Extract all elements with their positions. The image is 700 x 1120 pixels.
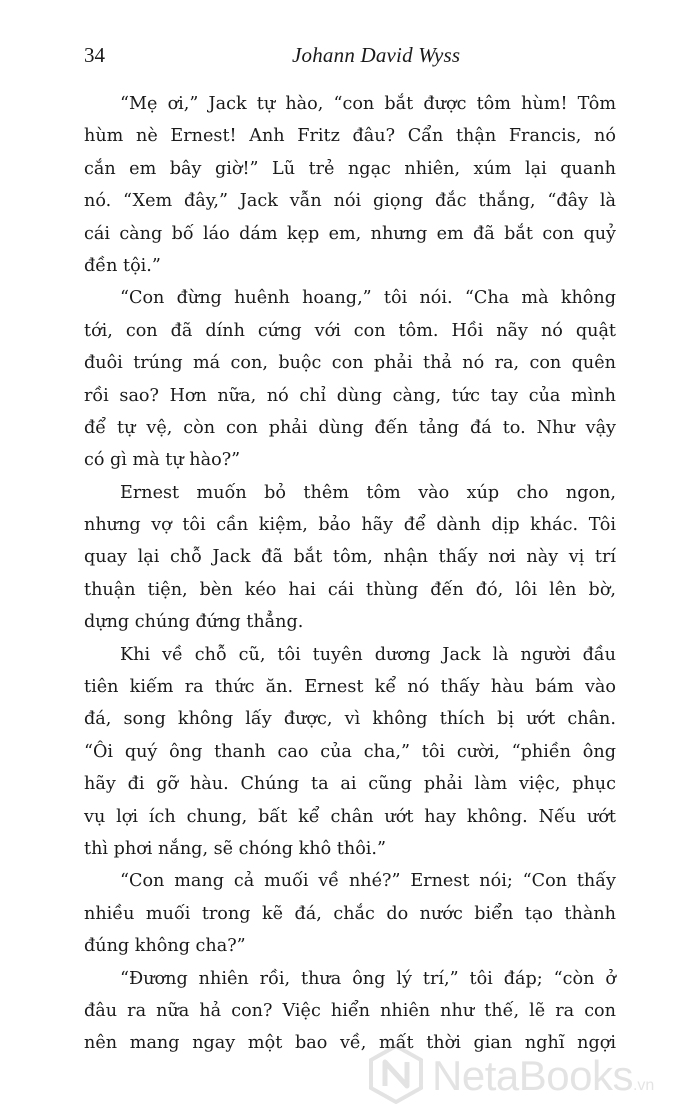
- watermark-brand: NetaBooks: [432, 1052, 633, 1099]
- text-line: thì phơi nắng, sẽ chóng khô thôi.”: [84, 838, 387, 859]
- body-text: [84, 88, 616, 1060]
- text-line: nhưng vợ tôi cần kiệm, bảo hãy để dành dịp khác. Tôi: [84, 515, 616, 536]
- text-line: tiên kiếm ra thức ăn. Ernest kể nó thấy hàu bám vào: [84, 677, 616, 698]
- text-line: hùm nè Ernest! Anh Fritz đâu? Cẩn thận Francis, nó: [84, 126, 616, 147]
- text-line: quay lại chỗ Jack đã bắt tôm, nhận thấy nơi này vị trí: [84, 547, 616, 568]
- text-line: nên mang ngay một bao về, mất thời gian nghĩ ngợi: [84, 1033, 616, 1054]
- text-line: tới, con đã dính cứng với con tôm. Hồi nãy nó quật: [84, 320, 616, 341]
- text-line: đúng không cha?”: [84, 936, 246, 957]
- text-line: để tự vệ, còn con phải dùng đến tảng đá to. Như vậy: [84, 417, 616, 438]
- text-line: đền tội.”: [84, 255, 161, 276]
- text-line: “Con đừng huênh hoang,” tôi nói. “Cha mà không: [120, 288, 616, 309]
- page-header: [84, 40, 614, 70]
- text-line: “Mẹ ơi,” Jack tự hào, “con bắt được tôm hùm! Tôm: [120, 94, 616, 114]
- text-line: nhiều muối trong kẽ đá, chắc do nước biển tạo thành: [84, 903, 616, 924]
- watermark: [368, 1044, 688, 1108]
- text-line: Ernest muốn bỏ thêm tôm vào xúp cho ngon,: [120, 482, 616, 503]
- text-line: “Ôi quý ông thanh cao của cha,” tôi cười, “phiền ông: [84, 741, 616, 762]
- text-line: dựng chúng đứng thẳng.: [84, 612, 304, 633]
- text-line: “Con mang cả muối về nhé?” Ernest nói; “Con thấy: [120, 871, 616, 892]
- netabooks-logo-icon: [368, 1044, 424, 1104]
- text-line: cắn em bây giờ!” Lũ trẻ ngạc nhiên, xúm lại quanh: [84, 158, 616, 179]
- text-line: Khi về chỗ cũ, tôi tuyên dương Jack là người đầu: [120, 644, 616, 665]
- text-line: hãy đi gỡ hàu. Chúng ta ai cũng phải làm việc, phục: [84, 774, 616, 795]
- text-line: đuôi trúng má con, buộc con phải thả nó ra, con quên: [84, 353, 616, 374]
- text-line: rồi sao? Hơn nữa, nó chỉ dùng càng, tức tay của mình: [84, 385, 616, 406]
- page-number: 34: [84, 43, 105, 67]
- text-line: đá, song không lấy được, vì không thích bị ướt chân.: [84, 709, 616, 730]
- text-line: có gì mà tự hào?”: [84, 450, 241, 471]
- text-line: thuận tiện, bèn kéo hai cái thùng đến đó, lôi lên bờ,: [84, 579, 616, 600]
- text-line: nó. “Xem đây,” Jack vẫn nói giọng đắc thắng, “đây là: [84, 191, 616, 212]
- text-line: đâu ra nữa hả con? Việc hiển nhiên như thế, lẽ ra con: [84, 1000, 616, 1021]
- text-line: “Đương nhiên rồi, thưa ông lý trí,” tôi đáp; “còn ở: [120, 968, 616, 989]
- watermark-suffix: .vn: [632, 1077, 655, 1094]
- watermark-text: [432, 1052, 654, 1110]
- running-head-author: Johann David Wyss: [292, 43, 461, 67]
- text-line: cái càng bố láo dám kẹp em, nhưng em đã bắt con quỷ: [84, 223, 616, 244]
- text-line: vụ lợi ích chung, bất kể chân ướt hay không. Nếu ướt: [84, 806, 616, 827]
